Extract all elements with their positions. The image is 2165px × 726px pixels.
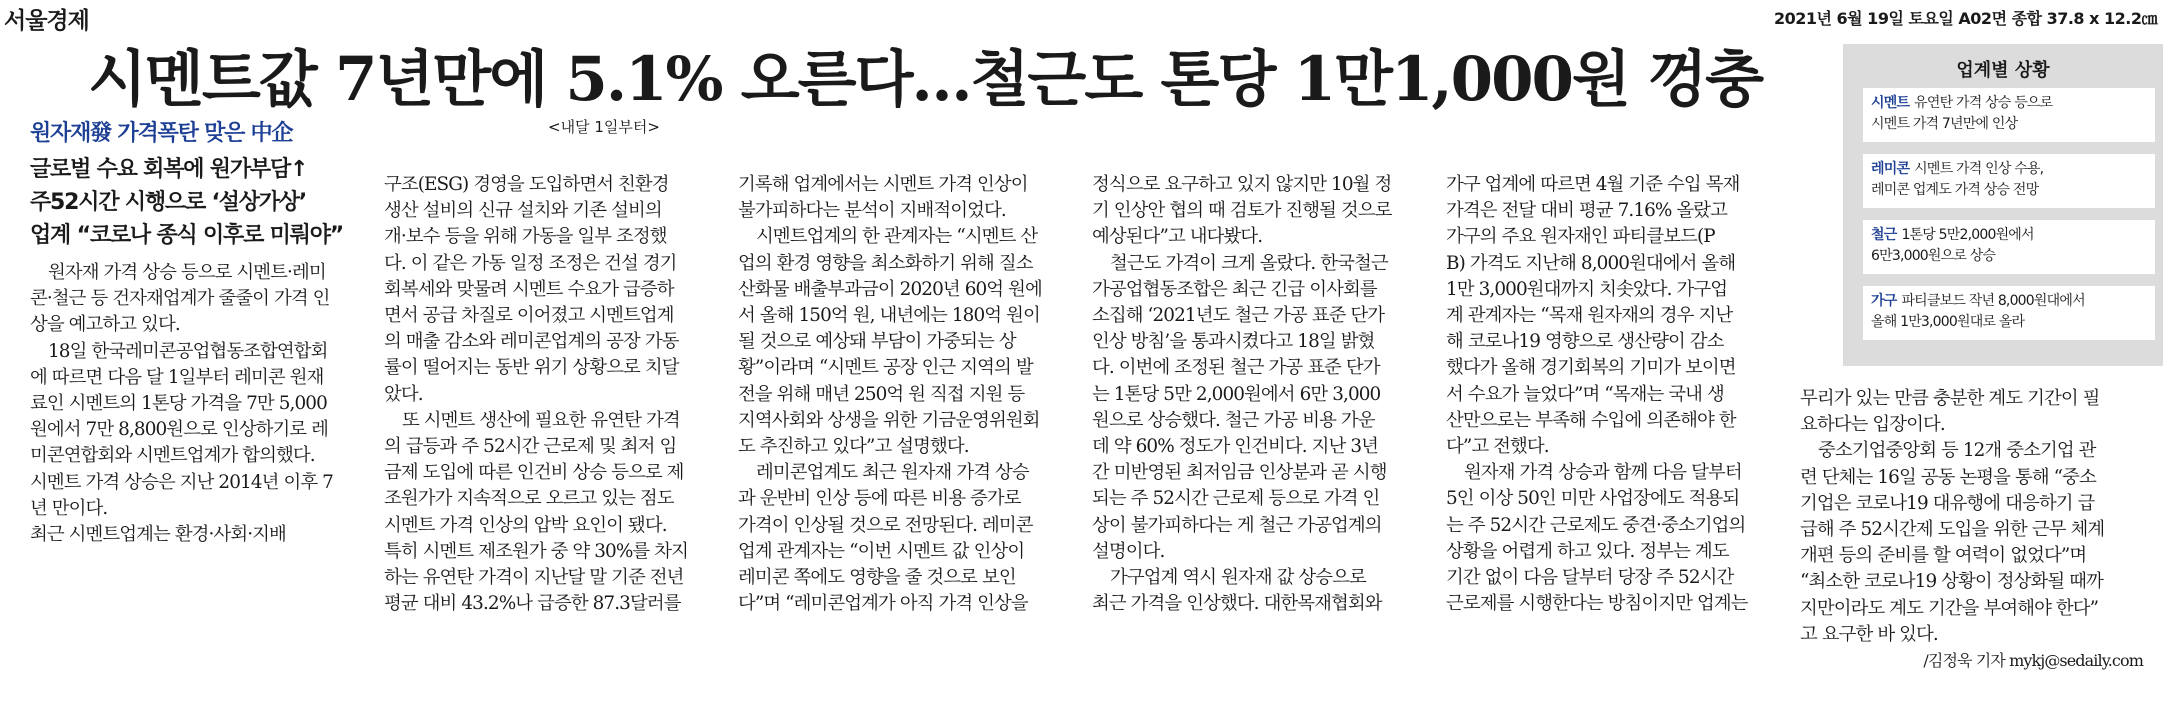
article-text-line: 철근도 가격이 크게 올랐다. 한국철근 [1110,253,1388,274]
article-text-line: 1만 3,000원대까지 치솟았다. 가구업 [1446,279,1728,300]
article-text-line: 다”고 전했다. [1446,436,1549,457]
article-text-line: 될 것으로 예상돼 부담이 가중되는 상 [738,331,1016,352]
article-text-line: 설명이다. [1092,541,1165,562]
article-text-line: 18일 한국레미콘공업협동조합연합회 [48,341,328,362]
article-text-line: 했다가 올해 경기회복의 기미가 보이면 [1446,357,1736,378]
article-text-line: 예상된다”고 내다봤다. [1092,226,1263,247]
box-item-text: 파티클보드 작년 8,000원대에서 [1901,293,2085,309]
article-text-line: 또 시멘트 생산에 필요한 유연탄 가격 [402,410,680,431]
box-item-rebar [1863,220,2155,274]
box-item-remicon [1863,154,2155,208]
article-text-line: 지만이라도 계도 기간을 부여해야 한다” [1800,598,2099,619]
article-text-line: 최근 시멘트업계는 환경·사회·지배 [30,524,286,545]
box-item-text: 6만3,000원으로 상승 [1871,248,1996,264]
article-text-line: 업의 환경 영향을 최소화하기 위해 질소 [738,253,1033,274]
box-title: 업계별 상황 [1956,60,2050,81]
box-item-text: 올해 1만3,000원대로 올라 [1871,314,2025,330]
article-text-line: 레미콘업계도 최근 원자재 가격 상승 [756,462,1029,483]
article-text-line: 가구 업계에 따르면 4월 기준 수입 목재 [1446,174,1740,195]
article-text-line: 개편 등의 준비를 할 여력이 없었다”며 [1800,545,2087,566]
article-text-line: 았다. [384,384,423,405]
article-text-line: 상황을 어렵게 하고 있다. 정부는 계도 [1446,541,1729,562]
subhead-4: 업계 “코로나 종식 이후로 미뤄야” [30,223,344,248]
article-text-line: 개·보수 등을 위해 가동을 일부 조정했 [384,226,667,247]
article-text-line: 시멘트 가격 상승은 지난 2014년 이후 7 [30,472,333,493]
article-text-line: 근로제를 시행한다는 방침이지만 업계는 [1446,593,1748,614]
article-text-line: 최근 가격을 인상했다. 대한목재협회와 [1092,593,1382,614]
article-text-line: 가구의 주요 원자재인 파티클보드(P [1446,226,1715,247]
article-text-line: 서 올해 150억 원, 내년에는 180억 원이 [738,305,1040,326]
article-text-line: 서 수요가 늘었다”며 “목재는 국내 생 [1446,384,1724,405]
article-text-line: 되는 주 52시간 근로제 등으로 가격 인 [1092,488,1380,509]
article-text-line: 전을 위해 매년 250억 원 직접 지원 등 [738,384,1025,405]
industry-status-box [1843,44,2163,366]
article-text-line: 고 요구한 바 있다. [1800,624,1938,645]
article-text-line: 년 만이다. [30,498,108,519]
article-text-line: 5인 이상 50인 미만 사업장에도 적용되 [1446,488,1740,509]
article-text-line: 평균 대비 43.2%나 급증한 87.3달러를 [384,593,681,614]
article-text-line: 는 주 52시간 근로제도 중견·중소기업의 [1446,515,1746,536]
article-text-line: 과 운반비 인상 등에 따른 비용 증가로 [738,488,1021,509]
article-text-line: 구조(ESG) 경영을 도입하면서 친환경 [384,174,669,195]
article-text-line: 는 1톤당 5만 2,000원에서 6만 3,000 [1092,384,1381,405]
box-item-key: 가구 [1871,293,1897,309]
box-item-key: 시멘트 [1871,95,1910,111]
article-text-line: 원으로 상승했다. 철근 가공 비용 가운 [1092,410,1375,431]
article-text-line: 시멘트업계의 한 관계자는 “시멘트 산 [756,226,1038,247]
article-text-line: 황”이라며 “시멘트 공장 인근 지역의 발 [738,357,1033,378]
article-text-line: 원에서 7만 8,800원으로 인상하기로 레 [30,419,328,440]
article-text-line: 가격이 인상될 것으로 전망된다. 레미콘 [738,515,1033,536]
article-text-line: 미콘연합회와 시멘트업계가 합의했다. [30,445,315,466]
box-item-text: 시멘트 가격 인상 수용, [1914,161,2044,177]
article-text-line: 해 코로나19 영향으로 생산량이 감소 [1446,331,1724,352]
article-text-line: 가격은 전달 대비 평균 7.16% 올랐고 [1446,200,1728,221]
article-text-line: 급해 주 52시간제 도입을 위한 근무 체계 [1800,519,2105,540]
article-text-line: 료인 시멘트의 1톤당 가격을 7만 5,000 [30,393,327,414]
article-text-line: 정식으로 요구하고 있지 않지만 10월 정 [1092,174,1392,195]
article-text-line: 련 단체는 16일 공동 논평을 통해 “중소 [1800,467,2096,488]
article-headline: 시멘트값 7년만에 5.1% 오른다…철근도 톤당 1만1,000원 껑충 [88,44,1763,115]
box-item-cement [1863,88,2155,142]
article-text-line: 무리가 있는 만큼 충분한 계도 기간이 필 [1800,388,2100,409]
article-text-line: 시멘트 가격 인상의 압박 요인이 됐다. [384,515,667,536]
byline: /김정욱 기자 mykj@sedaily.com [1923,651,2143,670]
article-text-line: 기 인상안 협의 때 검토가 진행될 것으로 [1092,200,1392,221]
article-text-line: 도 추진하고 있다”고 설명했다. [738,436,969,457]
subhead-3: 주52시간 시행으로 ‘설상가상’ [30,190,307,215]
box-item-text: 레미콘 업계도 가격 상승 전망 [1871,182,2039,198]
article-deck: <내달 1일부터> [548,118,660,136]
article-text-line: 콘·철근 등 건자재업계가 줄줄이 가격 인 [30,288,330,309]
box-item-furniture [1863,286,2155,340]
box-item-key: 레미콘 [1871,161,1910,177]
article-text-line: 데 약 60% 정도가 인건비다. 지난 3년 [1092,436,1378,457]
article-text-line: 불가피하다는 분석이 지배적이었다. [738,200,1006,221]
article-text-line: 생산 설비의 신규 설치와 기존 설비의 [384,200,662,221]
subhead-1: 원자재發 가격폭탄 맞은 中企 [30,121,293,146]
article-text-line: 인상 방침’을 통과시켰다고 18일 밝혔 [1092,331,1375,352]
article-text-line: 금제 도입에 따른 인건비 상승 등으로 제 [384,462,684,483]
article-text-line: 면서 공급 차질로 이어졌고 시멘트업계 [384,305,674,326]
box-item-text: 시멘트 가격 7년만에 인상 [1871,116,2018,132]
box-item-text: 유연탄 가격 상승 등으로 [1914,95,2053,111]
article-text-line: “최소한 코로나19 상황이 정상화될 때까 [1800,571,2103,592]
article-text-line: 의 매출 감소와 레미콘업계의 공장 가동 [384,331,679,352]
article-text-line: 다. 이번에 조정된 철근 가공 표준 단가 [1092,357,1380,378]
newspaper-name: 서울경제 [4,8,89,34]
article-text-line: 회복세와 맞물려 시멘트 수요가 급증하 [384,279,674,300]
masthead [0,0,2165,34]
article-text-line: 특히 시멘트 제조원가 중 약 30%를 차지 [384,541,688,562]
article-text-line: 중소기업중앙회 등 12개 중소기업 관 [1818,440,2096,461]
article-text-line: 원자재 가격 상승과 함께 다음 달부터 [1464,462,1742,483]
article-text-line: 상을 예고하고 있다. [30,314,180,335]
article-text-line: 에 따르면 다음 달 1일부터 레미콘 원재 [30,367,324,388]
article-text-line: 의 급등과 주 52시간 근로제 및 최저 임 [384,436,677,457]
article-text-line: 상이 불가피하다는 게 철근 가공업계의 [1092,515,1382,536]
issue-info: 2021년 6월 19일 토요일 A02면 종합 37.8 x 12.2㎝ [1773,9,2157,28]
article-text-line: 원자재 가격 상승 등으로 시멘트·레미 [48,262,326,283]
article-text-line: 산만으로는 부족해 수입에 의존해야 한 [1446,410,1736,431]
article-text-line: B) 가격도 지난해 8,000원대에서 올해 [1446,253,1736,274]
subhead-2: 글로벌 수요 회복에 원가부담↑ [30,157,308,182]
article-text-line: 간 미반영된 최저임금 인상분과 곧 시행 [1092,462,1387,483]
article-text-line: 계 관계자는 “목재 원자재의 경우 지난 [1446,305,1733,326]
article-text-line: 기록해 업계에서는 시멘트 가격 인상이 [738,174,1028,195]
article-text-line: 가구업계 역시 원자재 값 상승으로 [1110,567,1366,588]
article-text-line: 다. 이 같은 가동 일정 조정은 건설 경기 [384,253,677,274]
article-text-line: 다”며 “레미콘업계가 아직 가격 인상을 [738,593,1028,614]
article-text-line: 레미콘 쪽에도 영향을 줄 것으로 보인 [738,567,1016,588]
article-text-line: 지역사회와 상생을 위한 기금운영위원회 [738,410,1040,431]
article-text-line: 가공업협동조합은 최근 긴급 이사회를 [1092,279,1377,300]
article-text-line: 요하다는 입장이다. [1800,414,1945,435]
article-text-line: 업계 관계자는 “이번 시멘트 값 인상이 [738,541,1025,562]
article-text-line: 기간 없이 다음 달부터 당장 주 52시간 [1446,567,1734,588]
article-text-line: 조원가가 지속적으로 오르고 있는 점도 [384,488,674,509]
article-text-line: 하는 유연탄 가격이 지난달 말 기준 전년 [384,567,684,588]
article-text-line: 산화물 배출부과금이 2020년 60억 원에 [738,279,1042,300]
box-item-text: 1톤당 5만2,000원에서 [1901,227,2034,243]
article-text-line: 률이 떨어지는 동반 위기 상황으로 치달 [384,357,679,378]
box-item-key: 철근 [1871,227,1897,243]
article-text-line: 소집해 ‘2021년도 철근 가공 표준 단가 [1092,305,1385,326]
article-text-line: 기업은 코로나19 대유행에 대응하기 급 [1800,493,2095,514]
